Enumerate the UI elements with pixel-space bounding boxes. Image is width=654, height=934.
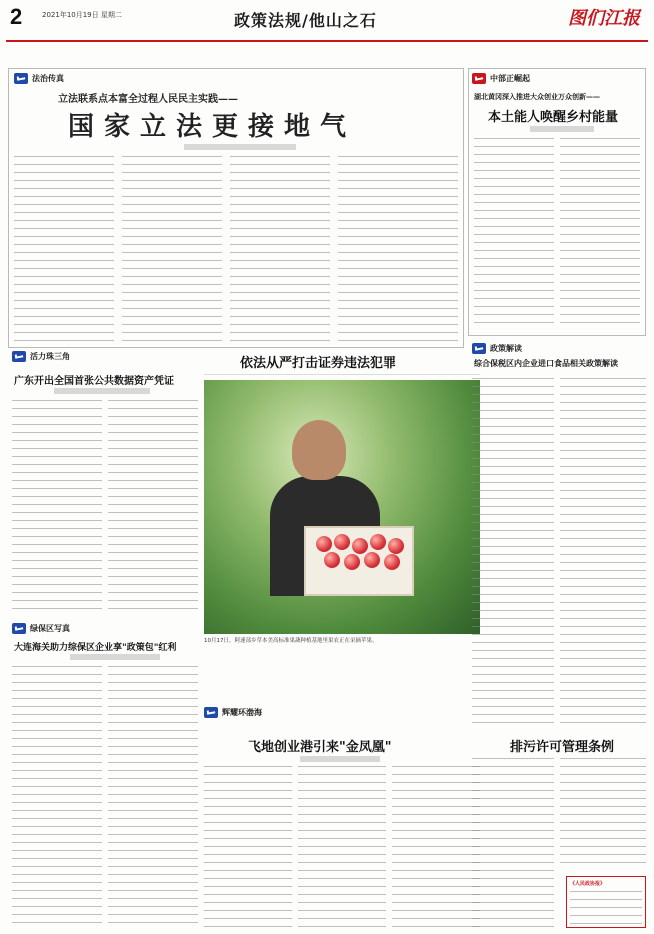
jinfenghuang-tag (204, 706, 262, 718)
apple (352, 538, 368, 554)
legislation-body-col1 (14, 156, 114, 342)
apple (324, 552, 340, 568)
food-title: 综合保税区内企业进口食品相关政策解读 (474, 359, 618, 368)
dalian-byline (70, 654, 160, 660)
legislation-tag-label: 法治传真 (32, 73, 64, 83)
dalian-title: 大连海关助力综保区企业享"政策包"红利 (14, 643, 177, 653)
data-credential-col1 (12, 400, 102, 616)
legislation-body-col2 (122, 156, 222, 342)
tag-icon (472, 343, 486, 354)
section-title: 政策法规/他山之石 (234, 11, 377, 30)
securities-rule (204, 374, 480, 378)
food-tag-label: 政策解读 (490, 343, 522, 353)
apple (364, 552, 380, 568)
tag-icon (204, 707, 218, 718)
apple (344, 554, 360, 570)
footer-title: 《人民政协报》 (570, 881, 606, 887)
dalian-col2 (108, 666, 198, 928)
rural-title: 本土能人唤醒乡村能量 (488, 110, 619, 125)
tag-icon (472, 73, 486, 84)
data-credential-col2 (108, 400, 198, 616)
legislation-body-col4 (338, 156, 458, 342)
apple (384, 554, 400, 570)
data-credential-tag-label: 活力珠三角 (30, 351, 70, 361)
apple (370, 534, 386, 550)
apple (334, 534, 350, 550)
food-col1 (472, 378, 554, 728)
securities-title: 依法从严打击证券违法犯罪 (240, 356, 397, 371)
page-header (6, 4, 648, 38)
dalian-col1 (12, 666, 102, 928)
apple-harvest-photo (204, 380, 480, 634)
footer-lines (570, 891, 642, 925)
apple (388, 538, 404, 554)
legislation-body-col3 (230, 156, 330, 342)
jinfenghuang-col2 (298, 766, 386, 928)
rural-byline (530, 126, 594, 132)
regulation-col2 (560, 758, 646, 870)
apple (316, 536, 332, 552)
food-tag (472, 342, 522, 354)
rural-tag-label: 中部正崛起 (490, 73, 530, 83)
rural-body-col2 (560, 138, 640, 330)
issue-date: 2021年10月19日 星期二 (42, 11, 122, 19)
legislation-tag (14, 72, 64, 84)
dalian-tag-label: 绿保区写真 (30, 623, 70, 633)
dalian-tag (12, 622, 70, 634)
rural-body-col1 (474, 138, 554, 330)
tag-icon (12, 623, 26, 634)
legislation-byline (184, 144, 296, 150)
masthead-logo: 图们江报 (568, 8, 640, 29)
jinfenghuang-byline (300, 756, 380, 762)
data-credential-title: 广东开出全国首张公共数据资产凭证 (14, 376, 174, 387)
header-rule (6, 40, 648, 42)
data-credential-tag (12, 350, 70, 362)
rural-tag (472, 72, 530, 84)
jinfenghuang-tag-label: 辉耀环渤海 (222, 707, 262, 717)
photo-caption: 10月17日，阿速部乡草本美高标准果蔬种植基地里果农正在采摘苹果。 (204, 638, 378, 644)
legislation-kicker: 立法联系点本富全过程人民民主实践—— (58, 94, 238, 105)
regulation-title: 排污许可管理条例 (510, 740, 615, 755)
farmer-head (292, 420, 346, 480)
footer-info-box (566, 876, 646, 928)
legislation-title: 国家立法更接地气 (68, 112, 357, 142)
jinfenghuang-title: 飞地创业港引来"金凤凰" (248, 740, 392, 755)
jinfenghuang-col1 (204, 766, 292, 928)
rural-kicker: 湖北黄冈深入推进大众创业万众创新—— (474, 93, 600, 101)
food-col2 (560, 378, 646, 728)
jinfenghuang-col3 (392, 766, 480, 928)
tag-icon (12, 351, 26, 362)
page-number: 2 (10, 4, 23, 29)
data-credential-byline (54, 388, 150, 394)
regulation-col1 (472, 758, 554, 928)
tag-icon (14, 73, 28, 84)
